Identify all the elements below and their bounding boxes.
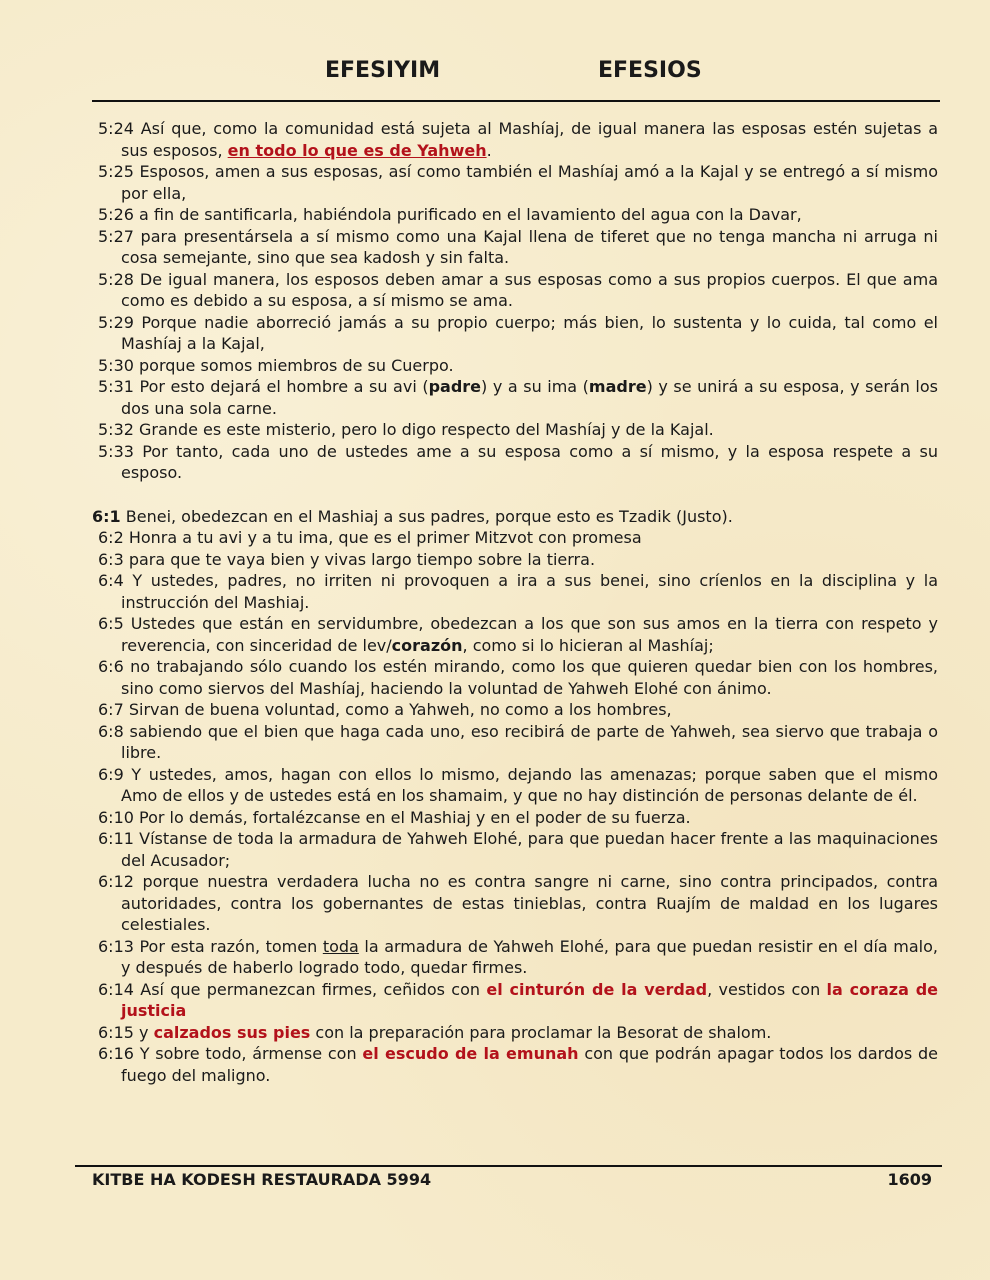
header-rule: [92, 100, 940, 102]
highlight-phrase: el cinturón de la verdad: [486, 979, 708, 999]
verse-6-6: 6:6 no trabajando sólo cuando los estén mirando, como los que quieren quedar bien con los hombres, sino como siervos del Mashíaj, haciendo la voluntad de Yahweh Elohé con ánimo.: [98, 657, 938, 698]
page-number: 1609: [887, 1170, 932, 1189]
bold-term: madre: [588, 377, 647, 396]
verse-5-27: 5:27 para presentársela a sí mismo como una Kajal llena de tiferet que no tenga mancha ni arruga ni cosa semejante, sino que sea kadosh y sin falta.: [98, 226, 938, 267]
verse-6-2: 6:2 Honra a tu avi y a tu ima, que es el primer Mitzvot con promesa: [98, 528, 642, 547]
bold-term: corazón: [391, 635, 463, 655]
verse-5-30: 5:30 porque somos miembros de su Cuerpo.: [98, 355, 454, 375]
scripture-text: [92, 118, 939, 1086]
verse-6-4: 6:4 Y ustedes, padres, no irriten ni provoquen a ira a sus benei, sino críenlos en la disciplina y la instrucción del Mashiaj.: [98, 571, 938, 612]
verse-6-3: 6:3 para que te vaya bien y vivas largo tiempo sobre la tierra.: [98, 549, 596, 569]
verse-6-16: 6:16 Y sobre todo, ármense con el escudo de la emunah con que podrán apagar todos los dardos de fuego del maligno.: [98, 1044, 939, 1085]
verse-6-9: 6:9 Y ustedes, amos, hagan con ellos lo mismo, dejando las amenazas; porque saben que el mismo Amo de ellos y de ustedes está en los shamaim, y que no hay distinción de personas delante de él.: [98, 764, 938, 805]
verse-6-5: 6:5 Ustedes que están en servidumbre, obedezcan a los que son sus amos en la tierra con respeto y reverencia, con sinceridad de lev/corazón, como si lo hicieran al Mashíaj;: [98, 614, 938, 655]
verse-5-29: 5:29 Porque nadie aborreció jamás a su propio cuerpo; más bien, lo sustenta y lo cuida, tal como el Mashíaj a la Kajal,: [98, 312, 938, 353]
bold-term: padre: [428, 377, 482, 396]
verse-5-28: 5:28 De igual manera, los esposos deben amar a sus esposas como a sus propios cuerpos. El que ama como es debido a su esposa, a sí mismo se ama.: [98, 269, 938, 310]
verse-5-33: 5:33 Por tanto, cada uno de ustedes ame a su esposa como a sí mismo, y la esposa respete a su esposo.: [98, 441, 938, 482]
verse-5-32: 5:32 Grande es este misterio, pero lo digo respecto del Mashíaj y de la Kajal.: [98, 420, 714, 439]
verse-6-7: 6:7 Sirvan de buena voluntad, como a Yahweh, no como a los hombres,: [98, 700, 672, 719]
page-header: [0, 58, 990, 92]
highlight-phrase: el escudo de la emunah: [362, 1044, 579, 1063]
header-spanish-title: EFESIOS: [598, 58, 702, 83]
verse-6-13: 6:13 Por esta razón, tomen toda la armadura de Yahweh Elohé, para que puedan resistir en el día malo, y después de haberlo logrado todo, quedar firmes.: [98, 936, 938, 977]
verse-6-15: 6:15 y calzados sus pies con la preparación para proclamar la Besorat de shalom.: [98, 1022, 772, 1042]
underlined-term: toda: [322, 936, 359, 956]
verse-5-31: 5:31 Por esto dejará el hombre a su avi (padre) y a su ima (madre) y se unirá a su esposa, y serán los dos una sola carne.: [98, 377, 939, 418]
verse-5-25: 5:25 Esposos, amen a sus esposas, así como también el Mashíaj amó a la Kajal y se entregó a sí mismo por ella,: [98, 162, 938, 203]
highlight-phrase: en todo lo que es de Yahweh: [227, 140, 487, 160]
verse-5-24: 5:24 Así que, como la comunidad está sujeta al Mashíaj, de igual manera las esposas estén sujetas a sus esposos, en todo lo que es de Yahweh.: [98, 119, 938, 160]
highlight-phrase: calzados sus pies: [153, 1022, 311, 1042]
chapter-gap: [98, 484, 938, 506]
verse-6-10: 6:10 Por lo demás, fortalézcanse en el Mashiaj y en el poder de su fuerza.: [98, 807, 691, 827]
verse-6-1: 6:1 Benei, obedezcan en el Mashiaj a sus padres, porque esto es Tzadik (Justo).: [92, 506, 733, 526]
verse-6-11: 6:11 Vístanse de toda la armadura de Yahweh Elohé, para que puedan hacer frente a las maquinaciones del Acusador;: [98, 829, 938, 870]
verse-6-14: 6:14 Así que permanezcan firmes, ceñidos con el cinturón de la verdad, vestidos con la coraza de justicia: [98, 979, 939, 1020]
verse-6-12: 6:12 porque nuestra verdadera lucha no es contra sangre ni carne, sino contra principados, contra autoridades, contra los gobernantes de estas tinieblas, contra Ruajím de maldad en los lugares celestiales.: [98, 872, 938, 934]
footer-book-title: KITBE HA KODESH RESTAURADA 5994: [92, 1170, 432, 1189]
verse-5-26: 5:26 a fin de santificarla, habiéndola purificado en el lavamiento del agua con la Davar,: [98, 205, 802, 224]
highlight-phrase: la coraza de justicia: [121, 979, 939, 1020]
chapter-number: 6:1: [92, 506, 121, 526]
header-hebrew-title: EFESIYIM: [325, 58, 441, 83]
footer-rule: [75, 1165, 942, 1167]
verse-6-8: 6:8 sabiendo que el bien que haga cada uno, eso recibirá de parte de Yahweh, sea siervo que trabaja o libre.: [98, 721, 938, 762]
